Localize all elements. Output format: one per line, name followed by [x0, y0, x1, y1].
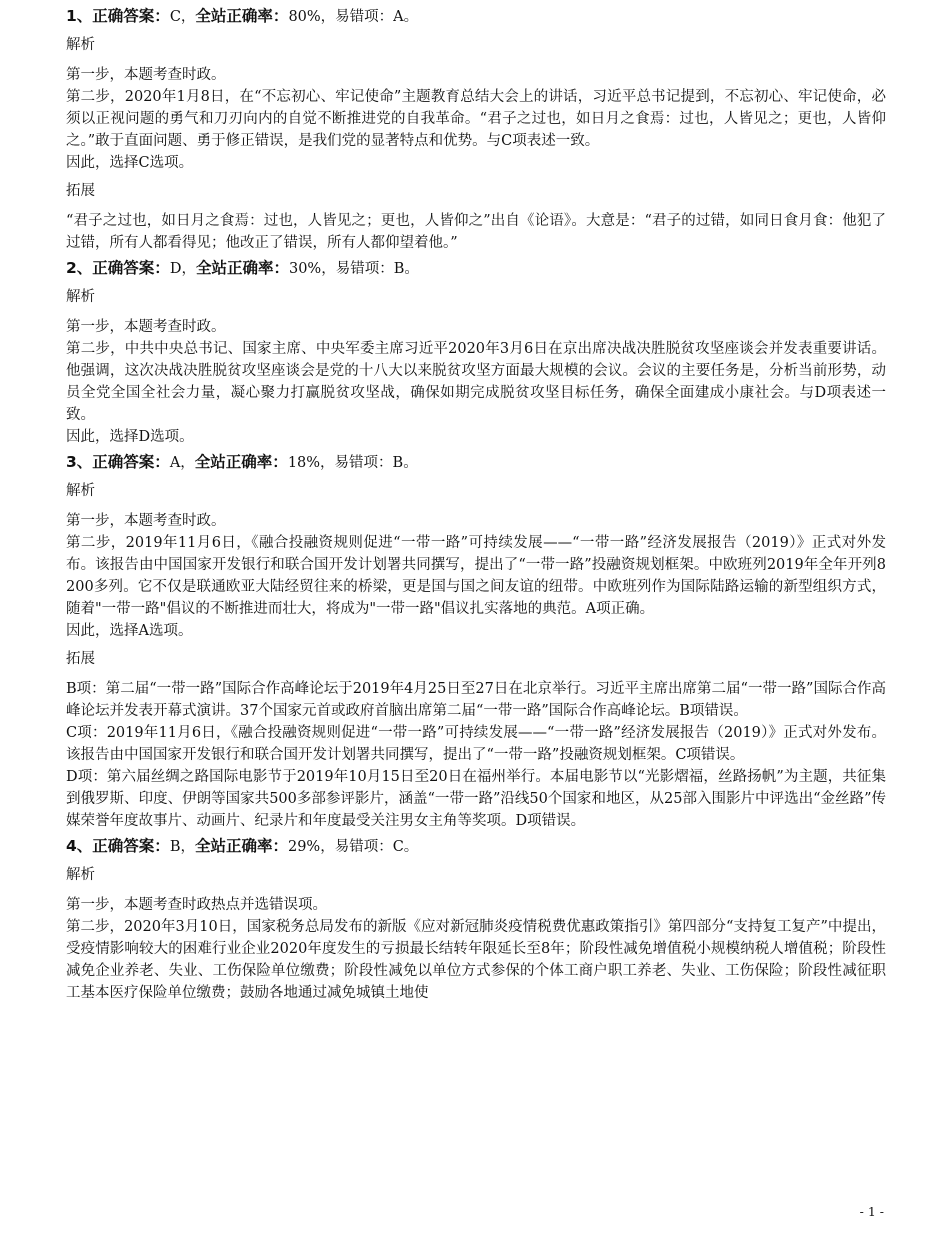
question-header [66, 256, 886, 280]
document-body [66, 4, 886, 1004]
answer-value: B， [169, 839, 195, 855]
extension-paragraph: B项：第二届“一带一路”国际合作高峰论坛于2019年4月25日至27日在北京举行。习近平主席出席第二届“一带一路”国际合作高峰论坛并发表开幕式演讲。37个国家元首或政府首脑出席第二届“一带一路”国际合作高峰论坛。B项错误。 [66, 681, 886, 719]
analysis-paragraph: 第二步，2020年3月10日，国家税务总局发布的新版《应对新冠肺炎疫情税费优惠政策指引》第四部分“支持复工复产”中提出，受疫情影响较大的困难行业企业2020年度发生的亏损最长结转年限延长至8年；阶段性减免增值税小规模纳税人增值税；阶段性减免企业养老、失业、工伤保险单位缴费；阶段性减免以单位方式参保的个体工商户职工养老、失业、工伤保险；阶段性减征职工基本医疗保险单位缴费；鼓励各地通过减免城镇土地使 [66, 919, 886, 1001]
accuracy-label: 全站正确率： [195, 7, 289, 25]
analysis-paragraph: 第一步，本题考查时政。 [66, 319, 226, 335]
accuracy-label: 全站正确率： [194, 837, 288, 855]
question-number: 2、 [66, 259, 93, 277]
analysis-label: 解析 [66, 289, 95, 305]
answer-value: A， [169, 455, 195, 471]
extension-paragraph: C项：2019年11月6日，《融合投融资规则促进“一带一路”可持续发展——“一带一路”经济发展报告（2019）》正式对外发布。该报告由中国国家开发银行和联合国开发计划署共同撰写，提出了“一带一路”投融资规划框架。C项错误。 [66, 725, 886, 763]
answer-label: 正确答案： [92, 453, 170, 471]
answer-label: 正确答案： [92, 7, 170, 25]
extension-paragraph: D项：第六届丝绸之路国际电影节于2019年10月15日至20日在福州举行。本届电影节以“光影熠福，丝路扬帆”为主题，共征集到俄罗斯、印度、伊朗等国家共500多部参评影片，涵盖“一带一路”沿线50个国家和地区，从25部入围影片中评选出“金丝路”传媒荣誉年度故事片、动画片、纪录片和年度最受关注男女主角等奖项。D项错误。 [66, 769, 886, 829]
accuracy-value: 18%，易错项：B。 [287, 455, 418, 471]
analysis-paragraph: 第二步，中共中央总书记、国家主席、中央军委主席习近平2020年3月6日在京出席决战决胜脱贫攻坚座谈会并发表重要讲话。他强调，这次决战决胜脱贫攻坚座谈会是党的十八大以来脱贫攻坚方面最大规模的会议。会议的主要任务是，分析当前形势，动员全党全国全社会力量，凝心聚力打赢脱贫攻坚战，确保如期完成脱贫攻坚目标任务，确保全面建成小康社会。与D项表述一致。 [66, 341, 886, 423]
analysis-paragraph: 第二步，2020年1月8日，在“不忘初心、牢记使命”主题教育总结大会上的讲话，习近平总书记提到，不忘初心、牢记使命，必须以正视问题的勇气和刀刃向内的自觉不断推进党的自我革命。“君子之过也，如日月之食焉：过也，人皆见之；更也，人皆仰之。”敢于直面问题、勇于修正错误，是我们党的显著特点和优势。与C项表述一致。 [66, 89, 886, 149]
analysis-label: 解析 [66, 867, 95, 883]
question-4 [66, 834, 886, 1004]
question-2 [66, 256, 886, 448]
question-number: 3、 [66, 453, 93, 471]
accuracy-label: 全站正确率： [195, 259, 289, 277]
extension-paragraph: “君子之过也，如日月之食焉：过也，人皆见之；更也，人皆仰之”出自《论语》。大意是：“君子的过错，如同日食月食：他犯了过错，所有人都看得见；他改正了错误，所有人都仰望着他。” [66, 213, 886, 251]
question-header [66, 4, 886, 28]
question-3 [66, 450, 886, 832]
analysis-paragraph: 第一步，本题考查时政热点并选错误项。 [66, 897, 327, 913]
analysis-paragraph: 因此，选择C选项。 [66, 155, 194, 171]
analysis-paragraph: 第一步，本题考查时政。 [66, 513, 226, 529]
analysis-label: 解析 [66, 37, 95, 53]
answer-value: C， [169, 9, 196, 25]
accuracy-value: 30%，易错项：B。 [288, 261, 419, 277]
accuracy-value: 80%，易错项：A。 [288, 9, 419, 25]
page-number: - 1 - [859, 1204, 884, 1219]
answer-label: 正确答案： [92, 259, 170, 277]
question-1 [66, 4, 886, 254]
extension-label: 拓展 [66, 651, 95, 667]
answer-value: D， [169, 261, 196, 277]
analysis-label: 解析 [66, 483, 95, 499]
question-number: 1、 [66, 7, 93, 25]
accuracy-value: 29%，易错项：C。 [287, 839, 419, 855]
question-number: 4、 [66, 837, 93, 855]
answer-label: 正确答案： [92, 837, 170, 855]
extension-label: 拓展 [66, 183, 95, 199]
question-header [66, 834, 886, 858]
analysis-paragraph: 第二步，2019年11月6日，《融合投融资规则促进“一带一路”可持续发展——“一带一路”经济发展报告（2019）》正式对外发布。该报告由中国国家开发银行和联合国开发计划署共同撰写，提出了“一带一路”投融资规划框架。中欧班列2019年全年开列8200多列。它不仅是联通欧亚大陆经贸往来的桥梁，更是国与国之间友谊的纽带。中欧班列作为国际陆路运输的新型组织方式，随着"一带一路"倡议的不断推进而壮大，将成为"一带一路"倡议扎实落地的典范。A项正确。 [66, 535, 886, 617]
question-header [66, 450, 886, 474]
analysis-paragraph: 第一步，本题考查时政。 [66, 67, 226, 83]
analysis-paragraph: 因此，选择A选项。 [66, 623, 193, 639]
accuracy-label: 全站正确率： [194, 453, 288, 471]
analysis-paragraph: 因此，选择D选项。 [66, 429, 194, 445]
